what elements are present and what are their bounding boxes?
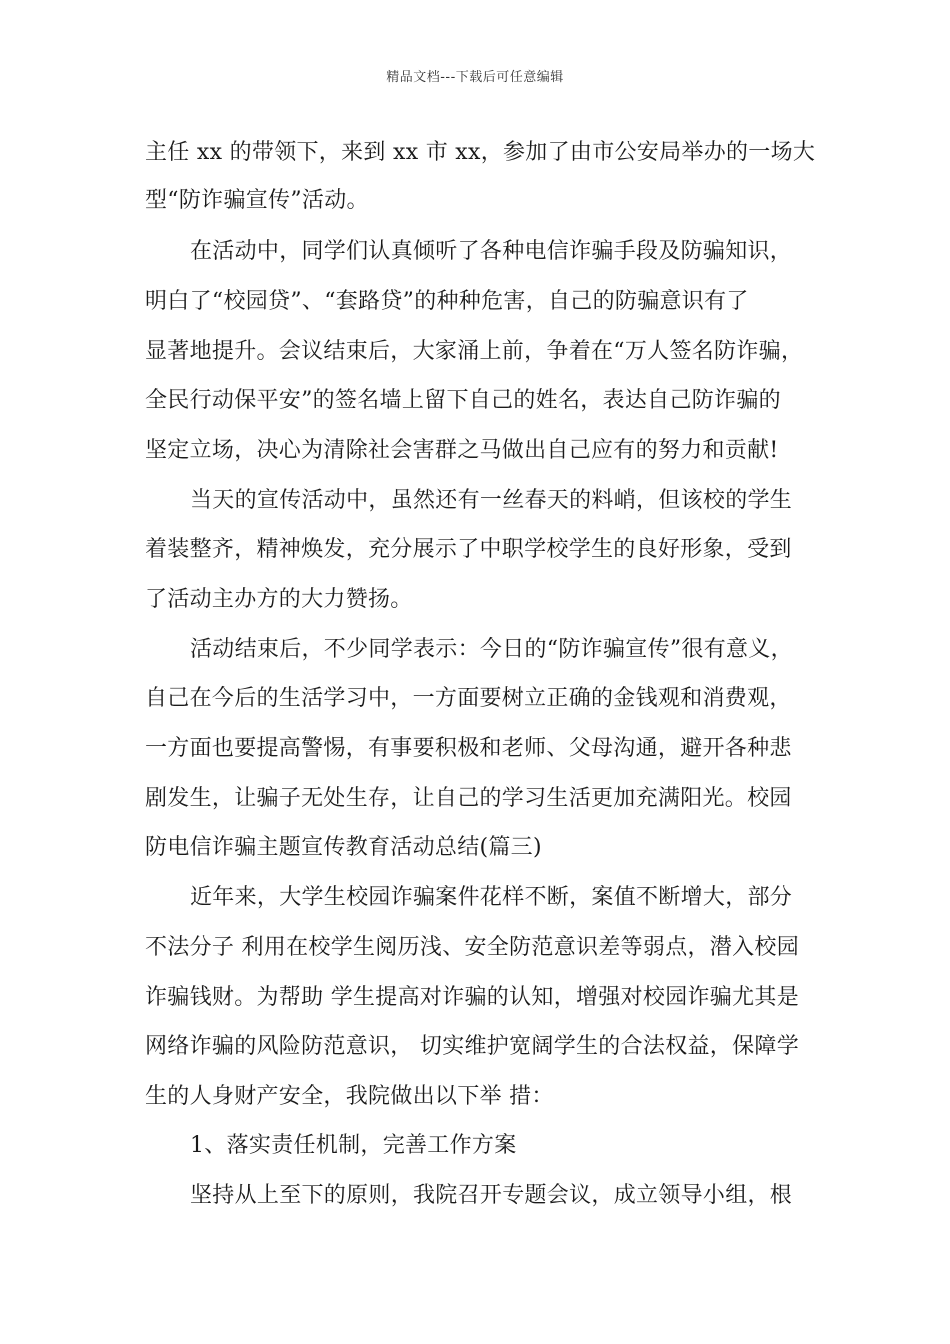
text-line: 坚定立场，决心为清除社会害群之马做出自己应有的努力和贡献! xyxy=(145,438,779,463)
text-line: 网络诈骗的风险防范意识， 切实维护宽阔学生的合法权益，保障学 xyxy=(145,1034,799,1059)
list-item-heading: 1、落实责任机制，完善工作方案 xyxy=(190,1133,517,1158)
text-line: 着装整齐，精神焕发，充分展示了中职学校学生的良好形象，受到 xyxy=(145,537,792,562)
text-line: 了活动主办方的大力赞扬。 xyxy=(145,587,413,612)
text-line: 不法分子 利用在校学生阅历浅、安全防范意识差等弱点，潜入校园 xyxy=(145,935,799,960)
page-header: 精品文档---下载后可任意编辑 xyxy=(386,70,564,85)
paragraph-start-line: 当天的宣传活动中，虽然还有一丝春天的料峭，但该校的学生 xyxy=(190,488,793,513)
text-line: 显著地提升。会议结束后，大家涌上前，争着在“万人签名防诈骗， xyxy=(145,339,804,364)
text-line: 自己在今后的生活学习中，一方面要树立正确的金钱观和消费观， xyxy=(145,686,792,711)
paragraph-start-line: 近年来，大学生校园诈骗案件花样不断，案值不断增大，部分 xyxy=(190,885,793,910)
text-line: 生的人身财产安全，我院做出以下举 措： xyxy=(145,1084,554,1109)
text-line: 明白了“校园贷”、“套路贷”的种种危害，自己的防骗意识有了 xyxy=(145,289,749,314)
section-title-line: 防电信诈骗主题宣传教育活动总结(篇三) xyxy=(145,835,542,860)
text-line: 一方面也要提高警惕，有事要积极和老师、父母沟通，避开各种悲 xyxy=(145,736,792,761)
paragraph-start-line: 活动结束后，不少同学表示：今日的“防诈骗宣传”很有意义， xyxy=(190,637,793,662)
text-line: 型“防诈骗宣传”活动。 xyxy=(145,188,369,213)
paragraph-start-line: 在活动中，同学们认真倾听了各种电信诈骗手段及防骗知识， xyxy=(190,239,793,264)
text-line: 剧发生，让骗子无处生存，让自己的学习生活更加充满阳光。校园 xyxy=(145,786,792,811)
text-line: 诈骗钱财。为帮助 学生提高对诈骗的认知，增强对校园诈骗尤其是 xyxy=(145,985,799,1010)
text-line: 主任 xx 的带领下，来到 xx 市 xx，参加了由市公安局举办的一场大 xyxy=(145,140,816,165)
paragraph-start-line: 坚持从上至下的原则，我院召开专题会议，成立领导小组，根 xyxy=(190,1183,793,1208)
text-line: 全民行动保平安”的签名墙上留下自己的姓名，表达自己防诈骗的 xyxy=(145,388,781,413)
